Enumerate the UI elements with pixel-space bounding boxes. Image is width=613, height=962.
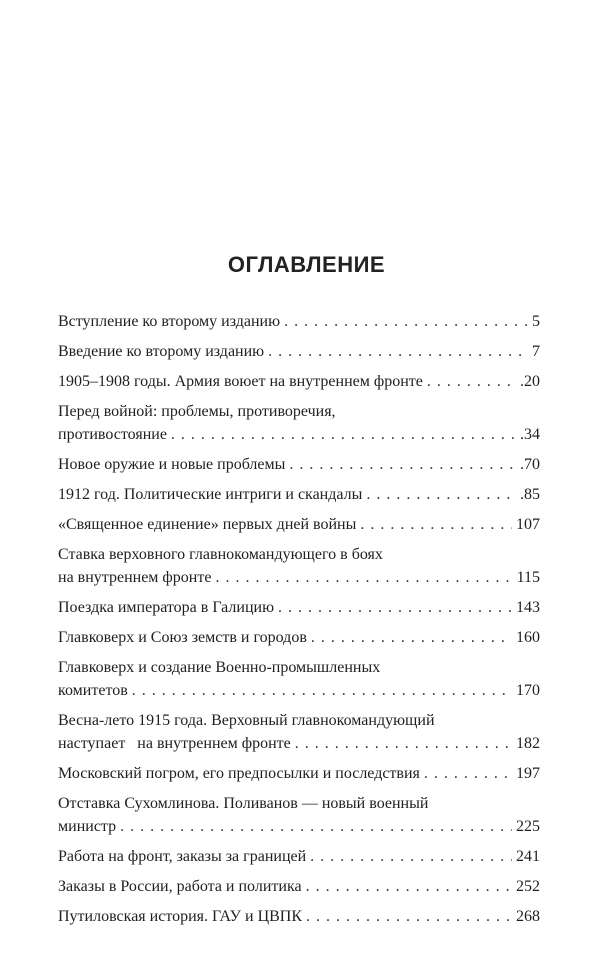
toc-entry [58, 626, 540, 649]
toc-entry-title: Вступление ко второму изданию [58, 313, 281, 330]
dot-leader [289, 453, 516, 476]
toc-entry [58, 310, 540, 333]
toc-entry-title: Московский погром, его предпосылки и последствия [58, 765, 420, 782]
toc-entry-title-first-line: Отставка Сухомлинова. Поливанов — новый военный [58, 795, 429, 812]
toc-entry [58, 543, 540, 589]
toc-entry-page-number: 115 [516, 569, 540, 586]
toc-entry-page-number: 252 [516, 878, 540, 895]
dot-leader [360, 513, 512, 536]
toc-entry [58, 453, 540, 476]
dot-leader [278, 596, 512, 619]
toc-entry-page-number: 5 [532, 313, 540, 330]
toc-entry-title: противостояние [58, 426, 167, 443]
dot-leader [132, 679, 512, 702]
toc-entry [58, 483, 540, 506]
toc-entry [58, 905, 540, 928]
toc-entry-title: Работа на фронт, заказы за границей [58, 848, 307, 865]
dot-leader [306, 875, 512, 898]
toc-entry [58, 762, 540, 785]
toc-entry-title-first-line: Главковерх и создание Военно-промышленных [58, 659, 381, 676]
toc-entry-page-number: 160 [516, 629, 540, 646]
toc-entry-page-number: .20 [520, 373, 540, 390]
dot-leader [284, 310, 528, 333]
dot-leader [424, 762, 512, 785]
toc-entry-title: Заказы в России, работа и политика [58, 878, 302, 895]
toc-entry [58, 340, 540, 363]
toc-entry-page-number: .85 [520, 486, 540, 503]
dot-leader [366, 483, 516, 506]
toc-entry-title: Новое оружие и новые проблемы [58, 456, 286, 473]
toc-entry-page-number: 143 [516, 599, 540, 616]
dot-leader [310, 845, 512, 868]
dot-leader [171, 423, 516, 446]
toc-entry-title: «Священное единение» первых дней войны [58, 516, 357, 533]
toc-entry-title: комитетов [58, 682, 128, 699]
toc-entry [58, 656, 540, 702]
toc-entry [58, 400, 540, 446]
toc-entry [58, 709, 540, 755]
dot-leader [120, 815, 512, 838]
toc-entry-title: 1912 год. Политические интриги и скандалы [58, 486, 363, 503]
toc-entry-title: наступает на внутреннем фронте [58, 735, 291, 752]
toc-entry-page-number: 7 [532, 343, 540, 360]
toc-entry-page-number: 182 [516, 735, 540, 752]
toc-entry-title: Путиловская история. ГАУ и ЦВПК [58, 908, 303, 925]
toc-entry [58, 513, 540, 536]
table-of-contents [58, 310, 540, 935]
toc-entry-page-number: 170 [516, 682, 540, 699]
dot-leader [306, 905, 512, 928]
toc-entry-title-first-line: Ставка верховного главнокомандующего в боях [58, 546, 383, 563]
toc-entry-page-number: 268 [516, 908, 540, 925]
toc-entry-title-first-line: Перед войной: проблемы, противоречия, [58, 403, 336, 420]
toc-entry [58, 596, 540, 619]
toc-entry [58, 792, 540, 838]
dot-leader [311, 626, 512, 649]
dot-leader [268, 340, 528, 363]
toc-entry-title: Поездка императора в Галицию [58, 599, 275, 616]
toc-entry-title: министр [58, 818, 117, 835]
toc-entry-title: Введение ко второму изданию [58, 343, 265, 360]
toc-entry-title: на внутреннем фронте [58, 569, 212, 586]
page-title: ОГЛАВЛЕНИЕ [227, 252, 386, 277]
toc-entry [58, 875, 540, 898]
toc-entry-title: 1905–1908 годы. Армия воюет на внутреннем фронте [58, 373, 423, 390]
toc-entry-title-first-line: Весна-лето 1915 года. Верховный главнокомандующий [58, 712, 435, 729]
toc-entry-title: Главковерх и Союз земств и городов [58, 629, 307, 646]
toc-entry-page-number: 241 [516, 848, 540, 865]
toc-entry-page-number: 197 [516, 765, 540, 782]
dot-leader [427, 370, 516, 393]
toc-entry-page-number: 107 [516, 516, 540, 533]
dot-leader [295, 732, 512, 755]
toc-entry-page-number: .34 [520, 426, 540, 443]
dot-leader [215, 566, 512, 589]
toc-entry [58, 845, 540, 868]
toc-entry-page-number: .70 [520, 456, 540, 473]
toc-entry-page-number: 225 [516, 818, 540, 835]
toc-entry [58, 370, 540, 393]
